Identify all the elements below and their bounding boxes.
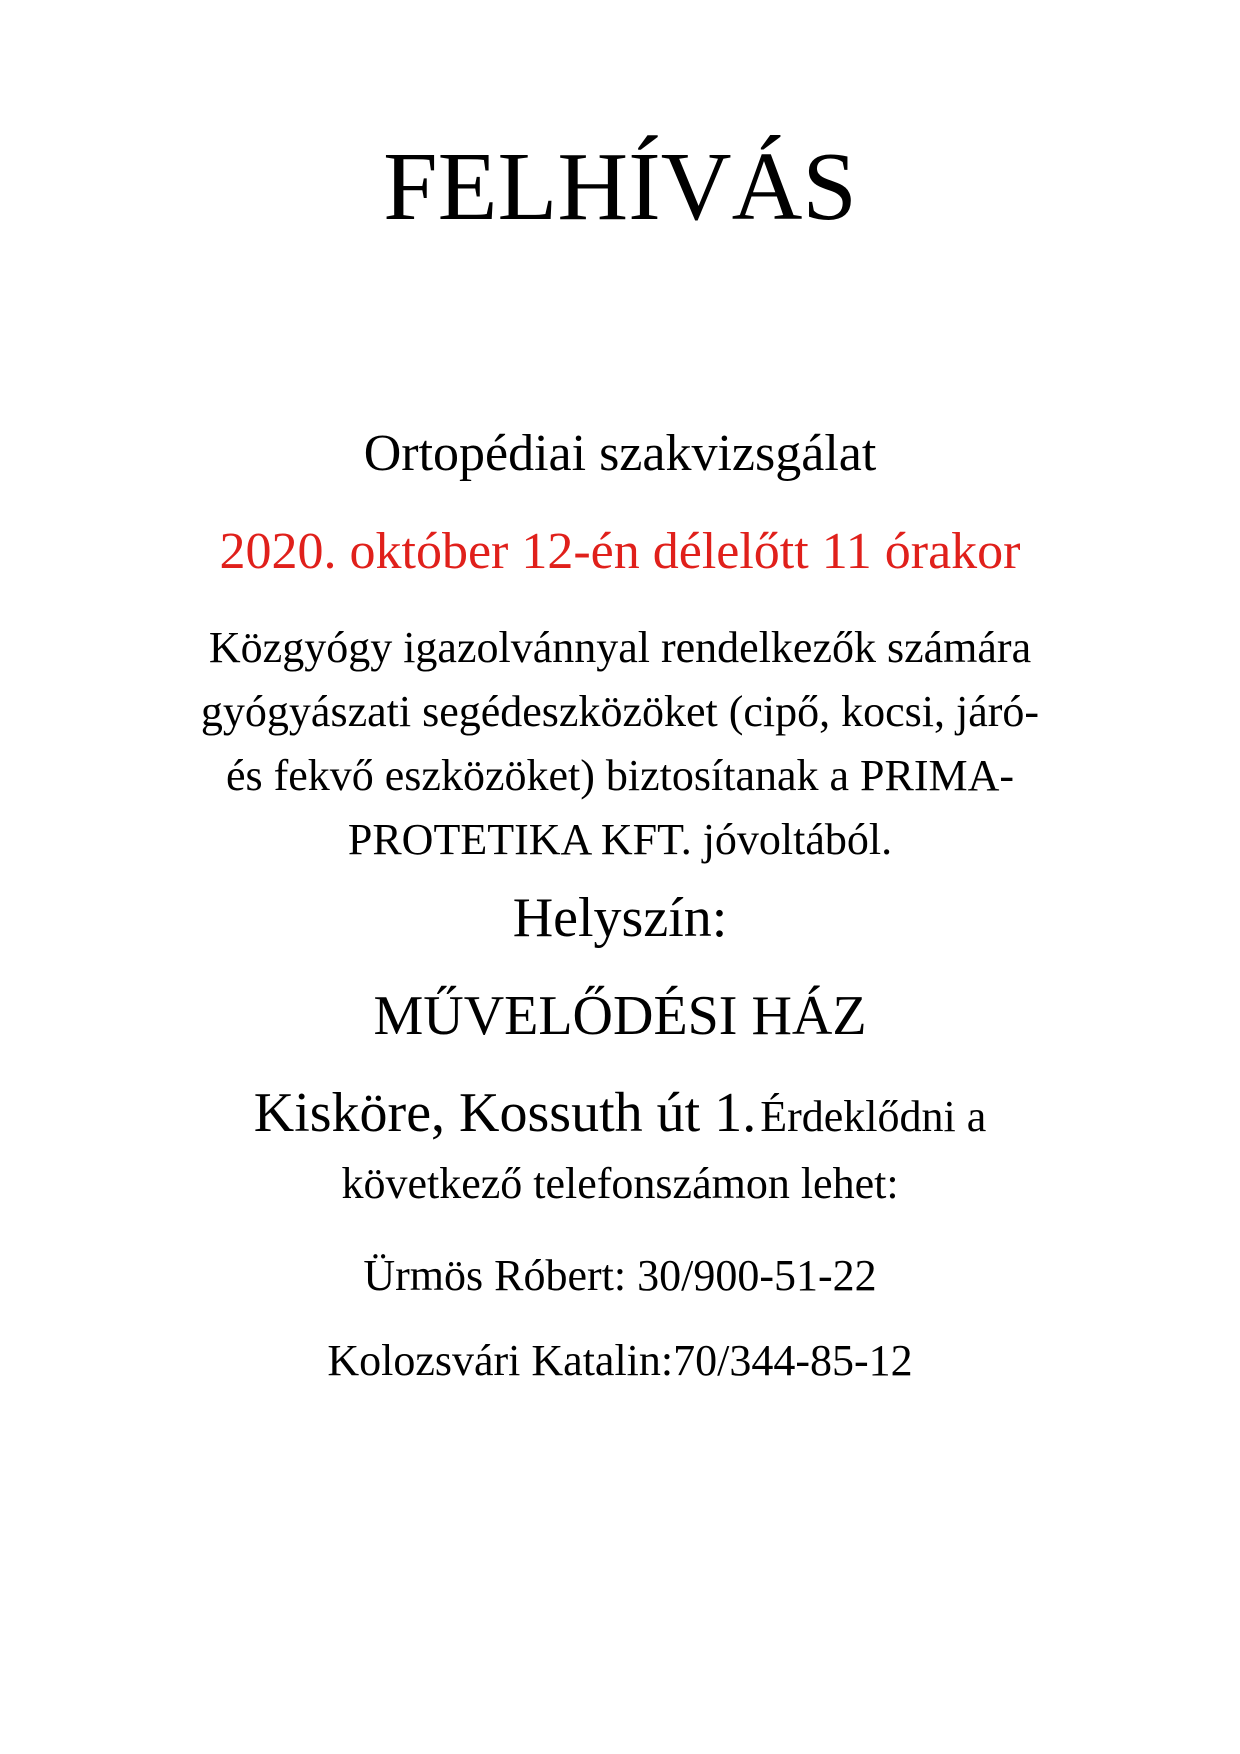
date-line: 2020. október 12-én délelőtt 11 órakor (219, 523, 1021, 580)
inquiry-end-text: következő telefonszámon lehet: (341, 1159, 899, 1208)
venue-name: MŰVELŐDÉSI HÁZ (373, 985, 867, 1047)
description-line: Közgyógy igazolvánnyal rendelkezők számára (208, 623, 1032, 672)
page-title: FELHÍVÁS (383, 133, 857, 241)
exam-subtitle: Ortopédiai szakvizsgálat (363, 425, 877, 482)
description-line: PROTETIKA KFT. jóvoltából. (347, 815, 893, 864)
inquiry-start-text: Érdeklődni a (760, 1092, 987, 1141)
contact-phone-2: Kolozsvári Katalin:70/344-85-12 (327, 1336, 913, 1385)
contact-phone-1: Ürmös Róbert: 30/900-51-22 (363, 1251, 877, 1300)
address-text: Kisköre, Kossuth út 1. (253, 1082, 757, 1144)
description-line: és fekvő eszközöket) biztosítanak a PRIMA- (225, 751, 1015, 800)
location-label: Helyszín: (512, 887, 728, 949)
address-line (0, 1082, 1240, 1144)
description-paragraph (0, 616, 1240, 872)
description-line: gyógyászati segédeszközöket (cipő, kocsi, járó- (200, 687, 1040, 736)
